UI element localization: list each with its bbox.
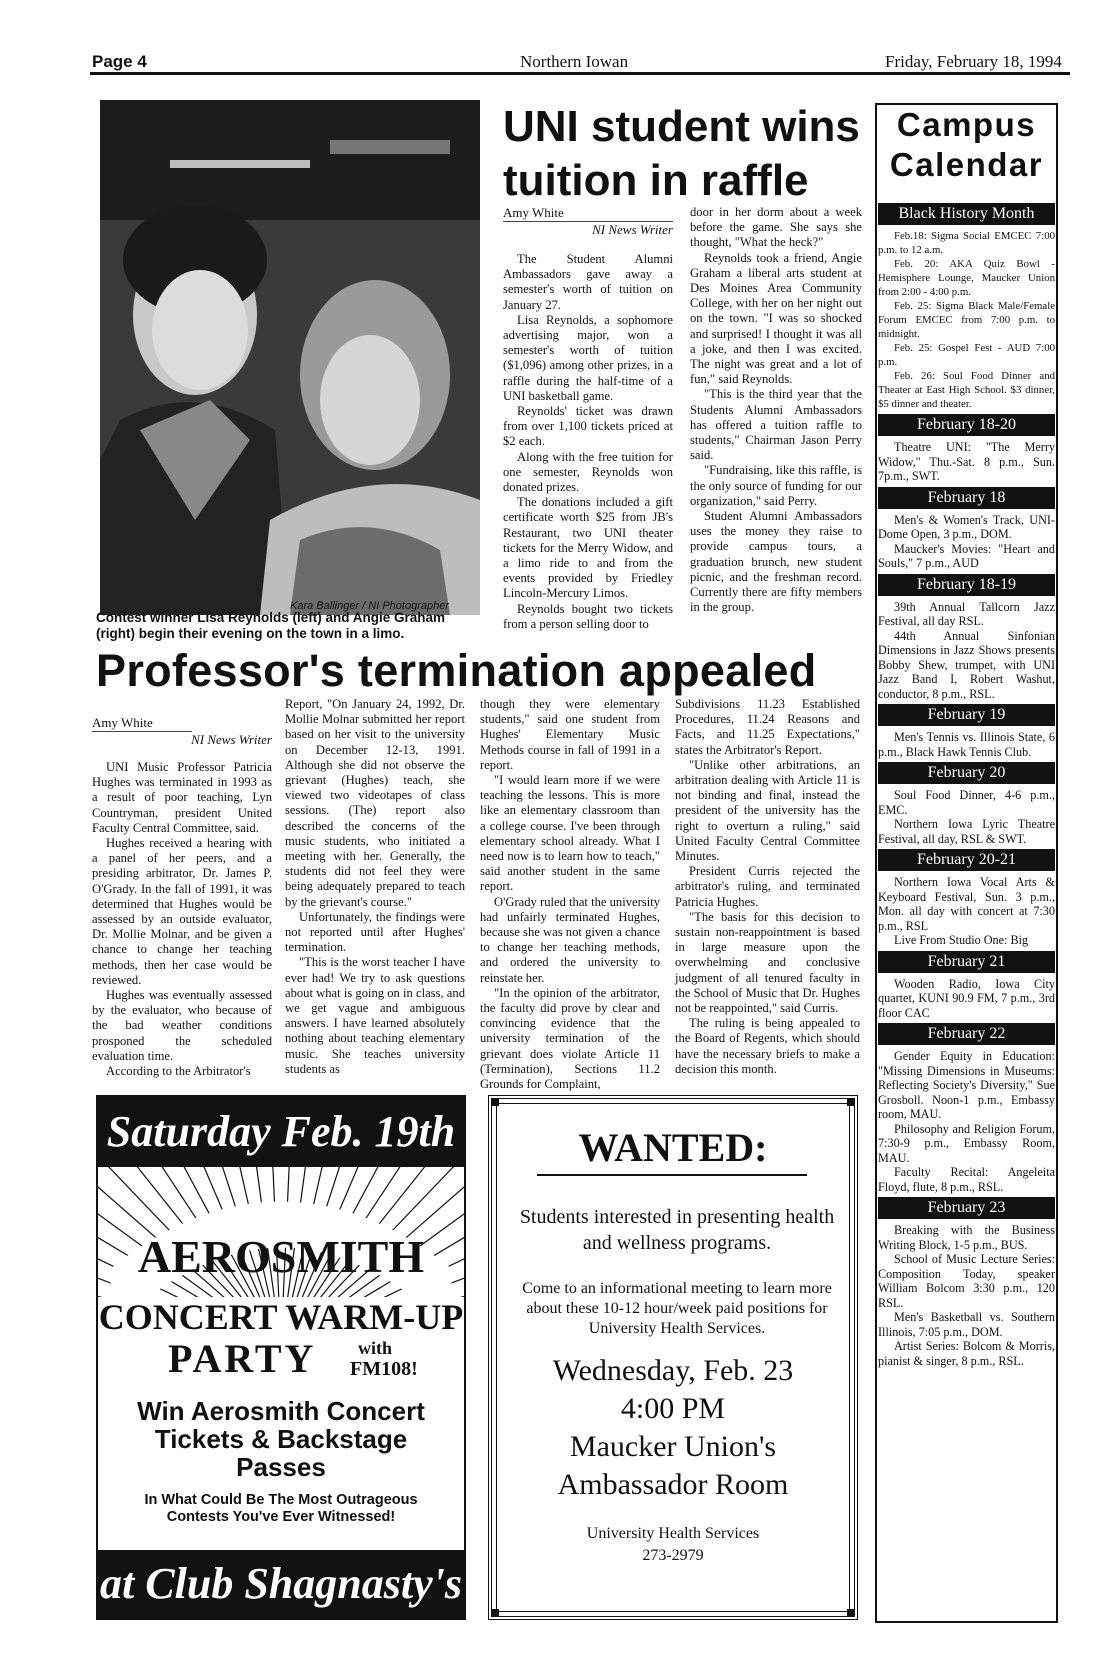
paragraph: "This is the worst teacher I have ever had! We try to ask questions about what is going on in class, and we get vague and ambiguous answers. I have learned absolutely nothing about teaching elementary music. She teaches university students as <box>285 955 465 1076</box>
story1-writer: NI News Writer <box>592 222 673 237</box>
paragraph: O'Grady ruled that the university had unfairly terminated Hughes, because she was not given a chance to change her teaching methods, and ordered the university to reinstate her. <box>480 894 660 985</box>
win-tickets: Win Aerosmith Concert Tickets & Backstage Passes <box>137 1396 425 1482</box>
calendar-date-bar: February 20-21 <box>878 849 1055 871</box>
venue-banner: at Club Shagnasty's <box>98 1550 464 1618</box>
story1-column-1 <box>503 252 673 632</box>
calendar-event: Men's & Women's Track, UNI-Dome Open, 3 p.m., DOM. <box>878 512 1055 541</box>
story2-headline: Professor's termination appealed <box>96 645 817 696</box>
calendar-event: Northern Iowa Lyric Theatre Festival, all day, RSL & SWT. <box>878 817 1055 846</box>
calendar-body <box>878 200 1055 1368</box>
calendar-date-bar: February 18-20 <box>878 414 1055 436</box>
calendar-event: Feb. 26: Soul Food Dinner and Theater at East High School. $3 dinner, $5 dinner and theater. <box>878 370 1055 410</box>
calendar-date-bar: February 18-19 <box>878 574 1055 596</box>
paragraph: President Curris rejected the arbitrator's ruling, and terminated Patricia Hughes. <box>675 864 860 909</box>
paragraph: Reynolds took a friend, Angie Graham a liberal arts student at Des Moines Area Community College, with her on her night out on the town. "I was so shocked and surprised! I thought it was all a joke, and then I was excited. The night was great and a lot of fun," said Reynolds. <box>690 250 862 387</box>
org-name: University Health Services <box>586 1525 760 1542</box>
calendar-date-bar: February 22 <box>878 1023 1055 1045</box>
paragraph: Hughes received a hearing with a panel of her peers, and a presiding arbitrator, Dr. James P. O'Grady. In the fall of 1991, it was determined that Hughes would be assessed by an outside evaluator, Dr. Mollie Molnar, and be given a chance to change her teaching methods, then her case would be reviewed. <box>92 836 272 987</box>
paragraph: "The basis for this decision to sustain non-reappointment is based in large measure upon the overwhelming and conclusive judgment of all tenured faculty in the School of Music that Dr. Hughes not be reappointed," said Curris. <box>675 909 860 1016</box>
wanted-students: Students interested in presenting health and wellness programs. <box>519 1206 835 1254</box>
paragraph: "Unlike other arbitrations, an arbitration dealing with Article 11 is not binding and final, instead the president of the university has the right to overturn a ruling," said United Faculty Central Committee Minutes. <box>675 757 860 864</box>
paragraph: "I would learn more if we were teaching the lessons. This is more like an elementary classroom than a college course. I've been through elementary school already. What I need now is to learn how to teach," said another student in the same report. <box>480 773 660 894</box>
paragraph: Along with the free tuition for one semester, Reynolds won donated prizes. <box>503 449 673 495</box>
paragraph: "In the opinion of the arbitrator, the faculty did prove by clear and convincing evidence that the university termination of the grievant does violate Article 11 (Termination), Sections 11.2 Grounds for Complaint, <box>480 985 660 1092</box>
calendar-title-line: Campus <box>896 106 1037 143</box>
calendar-date-bar: February 19 <box>878 704 1055 726</box>
calendar-date-bar: February 18 <box>878 487 1055 509</box>
calendar-entries <box>878 1223 1055 1368</box>
paragraph: Hughes was eventually assessed by the evaluator, who because of the bad weather conditions prosponed the scheduled evaluation time. <box>92 988 272 1063</box>
calendar-date-bar: February 20 <box>878 762 1055 784</box>
paragraph: The Student Alumni Ambassadors gave away a semester's worth of tuition on January 27. <box>503 252 673 312</box>
meeting-date: Wednesday, Feb. 23 <box>552 1354 794 1387</box>
story2-column-3 <box>480 697 660 1092</box>
story2-byline: Amy White <box>92 715 153 730</box>
band-name: AEROSMITH <box>137 1231 425 1282</box>
paper-name: Northern Iowan <box>520 52 629 71</box>
title-underline <box>537 1174 807 1176</box>
warmup-line: CONCERT WARM-UP <box>98 1297 464 1337</box>
calendar-event: School of Music Lecture Series: Composition Today, speaker William Bolcom 3:30 p.m., 120 RSL. <box>878 1252 1055 1310</box>
photo-caption: Contest winner Lisa Reynolds (left) and Angie Graham (right) begin their evening on the town in a limo. <box>96 610 446 641</box>
party-line: PARTY <box>168 1336 317 1381</box>
calendar-entries <box>878 600 1055 702</box>
calendar-entries <box>878 440 1055 484</box>
calendar-event: Soul Food Dinner, 4-6 p.m., EMC. <box>878 788 1055 817</box>
story1-column-2 <box>690 205 862 615</box>
wanted-ad-inner <box>496 1103 850 1612</box>
calendar-title-line: Calendar <box>889 146 1044 183</box>
story2-byline-block <box>92 715 272 748</box>
story1-byline-block <box>503 205 673 238</box>
story2-column-2 <box>285 697 465 1077</box>
calendar-date-bar: February 21 <box>878 951 1055 973</box>
paragraph: "Fundraising, like this raffle, is the only source of funding for our organization," said Perry. <box>690 463 862 508</box>
photo-credit: Kara Ballinger / NI Photographer <box>290 600 449 612</box>
paragraph: According to the Arbitrator's <box>106 1064 251 1079</box>
calendar-event: Men's Tennis vs. Illinois State, 6 p.m., Black Hawk Tennis Club. <box>878 730 1055 759</box>
calendar-event: Maucker's Movies: "Heart and Souls," 7 p.m., AUD <box>878 541 1055 570</box>
paragraph: Reynolds bought two tickets from a person selling door to <box>503 601 673 631</box>
calendar-date-bar: February 23 <box>878 1197 1055 1219</box>
calendar-entries <box>878 977 1055 1021</box>
calendar-event: Breaking with the Business Writing Block, 1-5 p.m., BUS. <box>878 1223 1055 1252</box>
calendar-event: Feb.18: Sigma Social EMCEC 7:00 p.m. to 12 a.m. <box>878 230 1055 256</box>
calendar-entries <box>878 788 1055 846</box>
corner-mark <box>491 1098 499 1106</box>
header-rule <box>90 72 1070 75</box>
calendar-date-bar: Black History Month <box>878 203 1055 225</box>
calendar-event: Theatre UNI: "The Merry Widow," Thu.-Sat. 8 p.m., Sun. 7p.m., SWT. <box>878 440 1055 483</box>
calendar-event: Northern Iowa Vocal Arts & Keyboard Festival, Sun. 3 p.m., Mon. all day with concert at 7:30 p.m., RSL <box>878 875 1055 933</box>
calendar-entries <box>878 730 1055 759</box>
corner-mark <box>491 1609 499 1617</box>
paragraph: Subdivisions 11.23 Established Procedures, 11.24 Reasons and Facts, and 11.25 Expectations," states the Arbitrator's Report. <box>675 697 860 757</box>
calendar-event: Feb. 25: Gospel Fest - AUD 7:00 p.m. <box>878 342 1055 368</box>
calendar-entries <box>878 1049 1055 1194</box>
aerosmith-ad <box>96 1095 466 1620</box>
wanted-title: WANTED: <box>578 1125 768 1170</box>
meeting-place-2: Ambassador Room <box>557 1468 789 1501</box>
story1-byline: Amy White <box>503 205 564 220</box>
calendar-event: Men's Basketball vs. Southern Illinois, 7:05 p.m., DOM. <box>878 1310 1055 1339</box>
paragraph: though they were elementary students," said one student from Hughes' Elementary Music Methods course in fall of 1991 in a report. <box>480 697 660 772</box>
wanted-meeting: Come to an informational meeting to learn more about these 10-12 hour/week paid positions for University Health Services. <box>522 1280 832 1337</box>
wanted-ad <box>488 1095 858 1620</box>
calendar-event: Faculty Recital: Angeleita Floyd, flute, 8 p.m., RSL. <box>878 1165 1055 1194</box>
with-word: with <box>358 1338 393 1358</box>
page-number: Page 4 <box>92 52 147 71</box>
corner-mark <box>847 1609 855 1617</box>
calendar-event: 39th Annual Tallcorn Jazz Festival, all day RSL. <box>878 599 1055 628</box>
calendar-entries <box>878 229 1055 411</box>
sunburst-graphic <box>98 1167 464 1297</box>
meeting-place-1: Maucker Union's <box>569 1430 777 1463</box>
paragraph: "This is the third year that the Students Alumni Ambassadors has offered a tuition raffle to students," Chairman Jason Perry said. <box>690 387 862 463</box>
contest-line: In What Could Be The Most Outrageous Contests You've Ever Witnessed! <box>144 1492 418 1525</box>
paragraph: Reynolds' ticket was drawn from over 1,100 tickets priced at $2 each. <box>503 404 673 449</box>
issue-date: Friday, February 18, 1994 <box>885 52 1062 71</box>
paragraph: Report, "On January 24, 1992, Dr. Mollie Molnar submitted her report based on her visit to the university on December 12-13, 1991. Although she did not observe the grievant (Hughes) teach, she viewed two videotapes of class sessions. (The) report also described the concerns of the music students, who initiated a meeting with her. Generally, the students did not feel they were being adequately prepared to teach by the grievant's course." <box>285 697 465 909</box>
calendar-event: Gender Equity in Education: "Missing Dimensions in Museums: Reflecting Society's Diversity," Sue Grosboll. Noon-1 p.m., Embassy room, MAU. <box>878 1049 1055 1121</box>
calendar-event: Feb. 25: Sigma Black Male/Female Forum EMCEC from 7:00 p.m. to midnight. <box>878 300 1055 340</box>
calendar-entries <box>878 513 1055 571</box>
paragraph: Unfortunately, the findings were not reported until after Hughes' termination. <box>285 909 465 955</box>
calendar-event: Wooden Radio, Iowa City quartet, KUNI 90.9 FM, 7 p.m., 3rd floor CAC <box>878 976 1055 1020</box>
calendar-entries <box>878 875 1055 948</box>
paragraph: The donations included a gift certificate worth $25 from JB's Restaurant, two UNI theater tickets for the Merry Widow, and a limo ride to and from the events provided by Friedley Lincoln-Mercury Limos. <box>503 495 673 601</box>
paragraph: UNI Music Professor Patricia Hughes was terminated in 1993 as a result of poor teaching, Lyn Countryman, president United Faculty Central Committee, said. <box>92 760 272 835</box>
radio-station: FM108! <box>350 1358 418 1380</box>
paragraph: The ruling is being appealed to the Board of Regents, which should have the necessary briefs to make a decision this month. <box>675 1016 860 1076</box>
story2-column-4 <box>675 697 860 1077</box>
calendar-event: Feb. 20: AKA Quiz Bowl - Hemisphere Lounge, Maucker Union from 2:00 - 4:00 p.m. <box>878 258 1055 298</box>
meeting-time: 4:00 PM <box>620 1392 726 1425</box>
limo-photo <box>100 100 480 615</box>
story2-column-1 <box>92 760 272 1079</box>
calendar-event: 44th Annual Sinfonian Dimensions in Jazz Shows presents Bobby Shew, trumpet, with UNI Jazz Band I, Robert Washut, conductor, 8 p.m., RSL. <box>878 628 1055 701</box>
ad-date-banner: Saturday Feb. 19th <box>98 1097 464 1167</box>
photo-illustration <box>100 100 480 615</box>
story1-headline: UNI student wins tuition in raffle <box>503 102 860 205</box>
paragraph: Student Alumni Ambassadors uses the money they raise to provide campus tours, a graduation brunch, new student picnic, and the freshman record. Currently there are fifty members in the group. <box>690 509 862 615</box>
calendar-title <box>875 105 1058 185</box>
calendar-event: Philosophy and Religion Forum, 7:30-9 p.m., Embassy Room, MAU. <box>878 1121 1055 1165</box>
calendar-event: Live From Studio One: Big <box>894 933 1029 947</box>
story2-writer: NI News Writer <box>191 732 272 747</box>
org-phone: 273-2979 <box>642 1547 704 1564</box>
paragraph: Lisa Reynolds, a sophomore advertising major, won a semester's worth of tuition ($1,096) among other prizes, in a raffle during the half-time of a UNI basketball game. <box>503 312 673 403</box>
calendar-event: Artist Series: Bolcom & Morris, pianist & singer, 8 p.m., RSL. <box>878 1339 1055 1368</box>
corner-mark <box>847 1098 855 1106</box>
paragraph: door in her dorm about a week before the game. She says she thought, "What the heck?" <box>690 205 862 250</box>
